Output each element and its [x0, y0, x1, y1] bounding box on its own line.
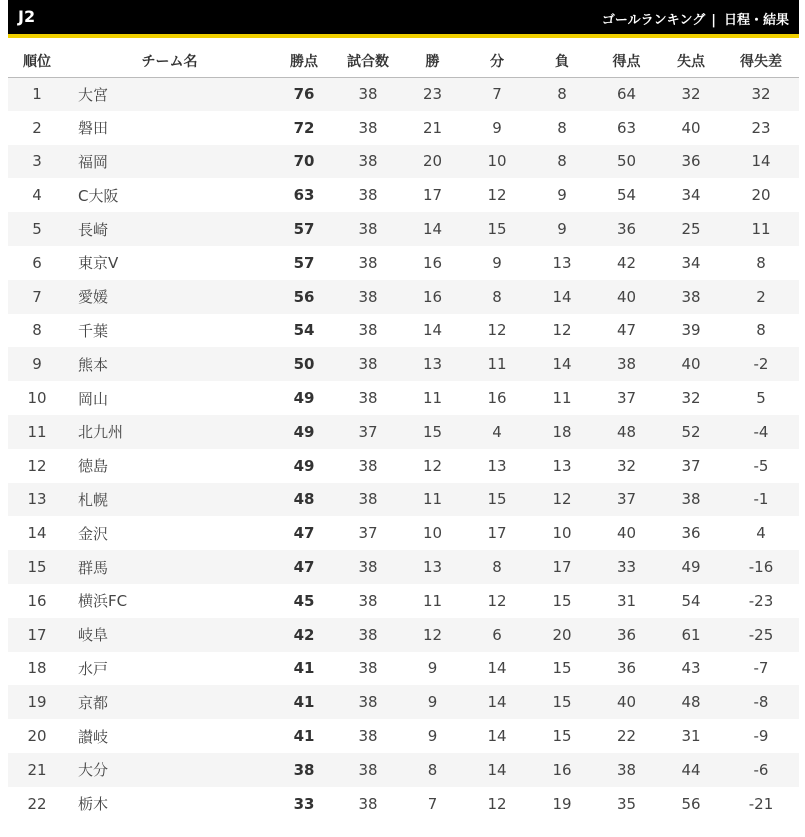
played-cell: 38 [358, 253, 378, 272]
won-cell: 16 [422, 253, 443, 272]
column-header-goals-against: 失点 [659, 45, 723, 77]
team-name-cell: 磐田 [78, 119, 109, 138]
lost-cell: 14 [552, 355, 572, 374]
played-cell: 38 [358, 355, 378, 374]
rank-cell: 14 [27, 524, 47, 543]
played-cell: 38 [358, 321, 378, 340]
goal-diff-cell: -21 [748, 794, 774, 813]
table-row [8, 77, 799, 111]
goal-diff-cell: 11 [751, 220, 771, 239]
table-row [8, 145, 799, 179]
goals-for-cell: 38 [616, 355, 637, 374]
column-header-team: チーム名 [66, 45, 273, 77]
points-cell: 41 [293, 693, 315, 712]
column-header-played: 試合数 [335, 45, 401, 77]
points-cell: 49 [293, 389, 315, 408]
goals-against-cell: 37 [681, 456, 701, 475]
lost-cell: 15 [552, 591, 572, 610]
table-row [8, 685, 799, 719]
lost-cell: 16 [552, 760, 572, 779]
standings-body [8, 77, 799, 821]
rank-cell: 15 [27, 558, 47, 577]
rank-cell: 16 [27, 591, 47, 610]
drawn-cell: 14 [487, 659, 507, 678]
lost-cell: 19 [552, 794, 572, 813]
points-cell: 41 [293, 659, 315, 678]
played-cell: 37 [358, 524, 378, 543]
goals-against-cell: 39 [681, 321, 701, 340]
drawn-cell: 4 [492, 422, 502, 441]
team-name-cell: 愛媛 [78, 288, 109, 307]
points-cell: 54 [293, 321, 315, 340]
drawn-cell: 15 [487, 220, 507, 239]
played-cell: 38 [358, 490, 378, 509]
drawn-cell: 17 [487, 524, 507, 543]
team-name-cell: 東京V [78, 254, 119, 273]
goal-diff-cell: 8 [756, 253, 766, 272]
played-cell: 38 [358, 456, 378, 475]
won-cell: 16 [422, 287, 443, 306]
won-cell: 12 [422, 625, 443, 644]
drawn-cell: 12 [487, 794, 507, 813]
league-header-bar [8, 0, 799, 38]
goals-against-cell: 52 [681, 422, 701, 441]
lost-cell: 11 [552, 389, 572, 408]
won-cell: 23 [422, 85, 443, 104]
lost-cell: 14 [552, 287, 572, 306]
goals-for-cell: 64 [616, 85, 637, 104]
goals-for-cell: 54 [616, 186, 637, 205]
goal-diff-cell: -16 [748, 558, 774, 577]
lost-cell: 13 [552, 456, 572, 475]
goals-against-cell: 40 [681, 118, 701, 137]
goal-diff-cell: 4 [756, 524, 766, 543]
column-header-points: 勝点 [273, 45, 335, 77]
rank-cell: 18 [27, 659, 47, 678]
goals-against-cell: 61 [681, 625, 701, 644]
rank-cell: 7 [32, 287, 42, 306]
goals-for-cell: 63 [616, 118, 637, 137]
rank-cell: 4 [32, 186, 42, 205]
goal-diff-cell: 5 [756, 389, 766, 408]
won-cell: 17 [422, 186, 443, 205]
lost-cell: 15 [552, 659, 572, 678]
table-row [8, 415, 799, 449]
drawn-cell: 8 [492, 558, 502, 577]
played-cell: 37 [358, 422, 378, 441]
points-cell: 70 [293, 152, 315, 171]
played-cell: 38 [358, 693, 378, 712]
rank-cell: 17 [27, 625, 47, 644]
points-cell: 76 [293, 85, 315, 104]
points-cell: 33 [293, 794, 315, 813]
table-row [8, 753, 799, 787]
goals-against-cell: 48 [681, 693, 701, 712]
lost-cell: 12 [552, 490, 572, 509]
won-cell: 13 [422, 355, 443, 374]
lost-cell: 12 [552, 321, 572, 340]
goals-for-cell: 40 [616, 287, 637, 306]
team-name-cell: 横浜FC [78, 592, 128, 611]
played-cell: 38 [358, 287, 378, 306]
table-row [8, 584, 799, 618]
rank-cell: 2 [32, 118, 42, 137]
played-cell: 38 [358, 558, 378, 577]
team-name-cell: 讃岐 [78, 727, 109, 746]
played-cell: 38 [358, 591, 378, 610]
goals-for-cell: 38 [616, 760, 637, 779]
goal-diff-cell: -8 [753, 693, 769, 712]
lost-cell: 8 [557, 85, 567, 104]
goal-diff-cell: -25 [748, 625, 774, 644]
goals-for-cell: 40 [616, 524, 637, 543]
won-cell: 8 [427, 760, 438, 779]
rank-cell: 3 [32, 152, 42, 171]
points-cell: 49 [293, 456, 315, 475]
goals-for-cell: 37 [616, 490, 637, 509]
team-name-cell: 群馬 [78, 558, 109, 577]
goals-for-cell: 42 [616, 253, 637, 272]
lost-cell: 8 [557, 152, 567, 171]
table-row [8, 550, 799, 584]
points-cell: 47 [293, 524, 315, 543]
goal-diff-cell: 23 [751, 118, 771, 137]
table-row [8, 719, 799, 753]
points-cell: 41 [293, 727, 315, 746]
team-name-cell: 大宮 [78, 85, 109, 104]
table-row [8, 246, 799, 280]
goals-against-cell: 31 [681, 727, 701, 746]
lost-cell: 9 [557, 220, 567, 239]
goal-diff-cell: 2 [756, 287, 766, 306]
drawn-cell: 12 [487, 591, 507, 610]
lost-cell: 13 [552, 253, 572, 272]
goal-diff-cell: -6 [753, 760, 769, 779]
team-name-cell: 徳島 [78, 457, 109, 476]
won-cell: 13 [422, 558, 443, 577]
goal-diff-cell: 20 [751, 186, 771, 205]
drawn-cell: 14 [487, 693, 507, 712]
league-title: J2 [18, 7, 36, 26]
goals-against-cell: 38 [681, 490, 701, 509]
column-header-won: 勝 [401, 45, 464, 77]
team-name-cell: 京都 [78, 693, 109, 712]
rank-cell: 6 [32, 253, 42, 272]
played-cell: 38 [358, 389, 378, 408]
table-row [8, 314, 799, 348]
table-row [8, 516, 799, 550]
table-header-row [8, 45, 799, 77]
rank-cell: 10 [27, 389, 47, 408]
goals-against-cell: 36 [681, 152, 701, 171]
won-cell: 11 [422, 490, 443, 509]
rank-cell: 9 [32, 355, 42, 374]
rank-cell: 8 [32, 321, 42, 340]
goals-for-cell: 31 [616, 591, 637, 610]
played-cell: 38 [358, 794, 378, 813]
played-cell: 38 [358, 118, 378, 137]
won-cell: 21 [422, 118, 443, 137]
table-row [8, 111, 799, 145]
points-cell: 57 [293, 220, 315, 239]
goal-ranking-link[interactable]: ゴールランキング [601, 13, 706, 28]
points-cell: 49 [293, 422, 315, 441]
column-header-drawn: 分 [464, 45, 530, 77]
team-name-cell: C大阪 [78, 186, 119, 205]
goal-diff-cell: -9 [753, 727, 769, 746]
won-cell: 14 [422, 321, 443, 340]
goals-for-cell: 35 [616, 794, 637, 813]
drawn-cell: 12 [487, 186, 507, 205]
goals-against-cell: 38 [681, 287, 701, 306]
points-cell: 56 [293, 287, 315, 306]
goals-against-cell: 43 [681, 659, 701, 678]
goals-against-cell: 49 [681, 558, 701, 577]
goal-diff-cell: -7 [753, 659, 769, 678]
drawn-cell: 7 [492, 85, 502, 104]
goals-against-cell: 44 [681, 760, 701, 779]
won-cell: 15 [422, 422, 443, 441]
played-cell: 38 [358, 659, 378, 678]
table-row [8, 618, 799, 652]
goal-diff-cell: -1 [753, 490, 769, 509]
goal-diff-cell: -23 [748, 591, 774, 610]
goal-diff-cell: 8 [756, 321, 766, 340]
goal-diff-cell: -5 [753, 456, 769, 475]
column-header-rank: 順位 [8, 45, 66, 77]
team-name-cell: 長崎 [78, 220, 109, 239]
lost-cell: 15 [552, 693, 572, 712]
team-name-cell: 岡山 [78, 389, 109, 408]
lost-cell: 20 [552, 625, 572, 644]
column-header-goals-for: 得点 [594, 45, 659, 77]
won-cell: 7 [427, 794, 438, 813]
goals-for-cell: 33 [616, 558, 637, 577]
drawn-cell: 9 [492, 118, 502, 137]
goals-against-cell: 32 [681, 389, 701, 408]
played-cell: 38 [358, 85, 378, 104]
column-header-lost: 負 [530, 45, 594, 77]
table-row [8, 280, 799, 314]
goals-against-cell: 40 [681, 355, 701, 374]
goal-diff-cell: 14 [751, 152, 771, 171]
played-cell: 38 [358, 625, 378, 644]
rank-cell: 13 [27, 490, 47, 509]
won-cell: 20 [422, 152, 443, 171]
goals-against-cell: 36 [681, 524, 701, 543]
drawn-cell: 10 [487, 152, 507, 171]
link-separator: | [711, 13, 716, 28]
table-row [8, 787, 799, 821]
drawn-cell: 12 [487, 321, 507, 340]
points-cell: 38 [293, 760, 315, 779]
table-row [8, 652, 799, 686]
table-row [8, 381, 799, 415]
rank-cell: 1 [32, 85, 42, 104]
rank-cell: 19 [27, 693, 47, 712]
team-name-cell: 大分 [78, 761, 109, 780]
lost-cell: 10 [552, 524, 572, 543]
rank-cell: 11 [27, 422, 47, 441]
table-row [8, 212, 799, 246]
header-links [602, 9, 789, 28]
goals-against-cell: 25 [681, 220, 701, 239]
points-cell: 63 [293, 186, 315, 205]
points-cell: 42 [293, 625, 315, 644]
team-name-cell: 札幌 [78, 490, 109, 509]
goals-for-cell: 32 [616, 456, 637, 475]
played-cell: 38 [358, 220, 378, 239]
team-name-cell: 岐阜 [78, 626, 109, 645]
table-row [8, 178, 799, 212]
points-cell: 57 [293, 253, 315, 272]
rank-cell: 5 [32, 220, 42, 239]
drawn-cell: 6 [492, 625, 502, 644]
goal-diff-cell: -2 [753, 355, 769, 374]
drawn-cell: 14 [487, 727, 507, 746]
table-row [8, 347, 799, 381]
goal-diff-cell: 32 [751, 85, 771, 104]
team-name-cell: 熊本 [78, 355, 109, 374]
won-cell: 11 [422, 591, 443, 610]
lost-cell: 18 [552, 422, 572, 441]
played-cell: 38 [358, 727, 378, 746]
team-name-cell: 福岡 [78, 152, 109, 171]
lost-cell: 9 [557, 186, 567, 205]
points-cell: 47 [293, 558, 315, 577]
goals-for-cell: 40 [616, 693, 637, 712]
goal-diff-cell: -4 [753, 422, 769, 441]
goals-for-cell: 36 [616, 625, 637, 644]
schedule-results-link[interactable]: 日程・結果 [723, 13, 789, 28]
lost-cell: 17 [552, 558, 572, 577]
drawn-cell: 13 [487, 456, 507, 475]
team-name-cell: 北九州 [78, 423, 124, 442]
table-row [8, 449, 799, 483]
goals-against-cell: 34 [681, 253, 701, 272]
goals-for-cell: 37 [616, 389, 637, 408]
table-row [8, 483, 799, 517]
points-cell: 48 [293, 490, 315, 509]
drawn-cell: 8 [492, 287, 502, 306]
played-cell: 38 [358, 186, 378, 205]
team-name-cell: 水戸 [78, 659, 109, 678]
rank-cell: 21 [27, 760, 47, 779]
goals-for-cell: 47 [616, 321, 637, 340]
goals-for-cell: 36 [616, 659, 637, 678]
drawn-cell: 14 [487, 760, 507, 779]
team-name-cell: 金沢 [78, 524, 109, 543]
won-cell: 9 [427, 693, 438, 712]
won-cell: 9 [427, 659, 438, 678]
won-cell: 14 [422, 220, 443, 239]
points-cell: 50 [293, 355, 315, 374]
points-cell: 45 [293, 591, 315, 610]
lost-cell: 15 [552, 727, 572, 746]
rank-cell: 12 [27, 456, 47, 475]
played-cell: 38 [358, 760, 378, 779]
team-name-cell: 千葉 [78, 321, 109, 340]
goals-against-cell: 32 [681, 85, 701, 104]
played-cell: 38 [358, 152, 378, 171]
column-header-goal-diff: 得失差 [723, 45, 799, 77]
rank-cell: 20 [27, 727, 47, 746]
goals-for-cell: 48 [616, 422, 637, 441]
won-cell: 10 [422, 524, 443, 543]
standings-table [8, 45, 799, 821]
goals-against-cell: 54 [681, 591, 701, 610]
goals-against-cell: 56 [681, 794, 701, 813]
drawn-cell: 11 [487, 355, 507, 374]
goals-for-cell: 22 [616, 727, 637, 746]
drawn-cell: 16 [487, 389, 507, 408]
goals-for-cell: 50 [616, 152, 637, 171]
points-cell: 72 [293, 118, 315, 137]
goals-against-cell: 34 [681, 186, 701, 205]
team-name-cell: 栃木 [78, 795, 109, 814]
goals-for-cell: 36 [616, 220, 637, 239]
lost-cell: 8 [557, 118, 567, 137]
won-cell: 9 [427, 727, 438, 746]
drawn-cell: 15 [487, 490, 507, 509]
won-cell: 11 [422, 389, 443, 408]
rank-cell: 22 [27, 794, 47, 813]
won-cell: 12 [422, 456, 443, 475]
drawn-cell: 9 [492, 253, 502, 272]
